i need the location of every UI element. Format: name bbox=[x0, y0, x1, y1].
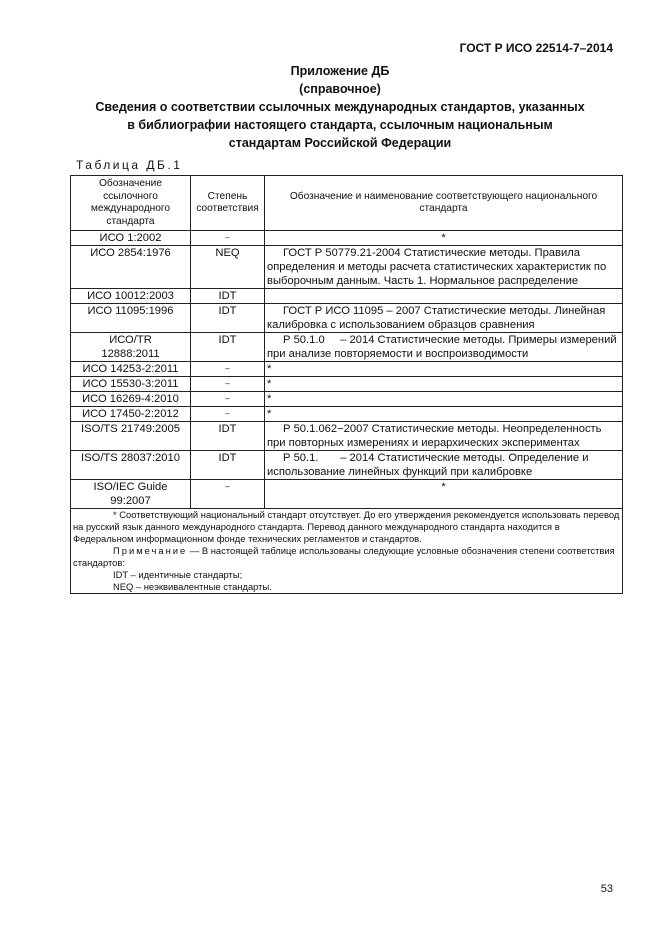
table-row bbox=[71, 333, 623, 362]
degree-cell: – bbox=[191, 231, 265, 246]
national-cell: * bbox=[265, 231, 623, 246]
table-row bbox=[71, 451, 623, 480]
national-cell: * bbox=[265, 392, 623, 407]
national-cell: ГОСТ Р 50779.21-2004 Статистические методы. Правила определения и методы расчета статистических характеристик по выборочным данным. Часть 1. Нормальное распределение bbox=[265, 246, 623, 289]
appendix-heading-line-1: Сведения о соответствии ссылочных международных стандартов, указанных bbox=[95, 100, 585, 114]
degree-cell: IDT bbox=[191, 289, 265, 304]
table-caption: Таблица ДБ.1 bbox=[76, 158, 183, 172]
national-cell: * bbox=[265, 480, 623, 509]
national-cell: Р 50.1.0 – 2014 Статистические методы. Примеры измерений при анализе повторяемости и воспроизводимости bbox=[265, 333, 623, 362]
ref-cell: ISO/TS 21749:2005 bbox=[71, 422, 191, 451]
legend-neq: NEQ – неэквивалентные стандарты. bbox=[113, 581, 272, 592]
ref-cell: ИСО 1:2002 bbox=[71, 231, 191, 246]
column-header-national: Обозначение и наименование соответствующего национального стандарта bbox=[265, 176, 623, 231]
table-row bbox=[71, 362, 623, 377]
table-notes bbox=[71, 509, 623, 594]
page-number: 53 bbox=[600, 883, 613, 895]
table-row bbox=[71, 422, 623, 451]
table-row bbox=[71, 289, 623, 304]
note-label: Примечание bbox=[113, 545, 188, 556]
appendix-subtitle: (справочное) bbox=[299, 82, 381, 96]
degree-cell: IDT bbox=[191, 422, 265, 451]
note-text: — В настоящей таблице использованы следующие условные обозначения степени соответствия стандартов: bbox=[73, 545, 615, 568]
degree-cell: – bbox=[191, 480, 265, 509]
table-row bbox=[71, 377, 623, 392]
degree-cell: – bbox=[191, 392, 265, 407]
table-row bbox=[71, 231, 623, 246]
footnote: * Соответствующий национальный стандарт отсутствует. До его утверждения рекомендуется использовать перевод на русский язык данного международного стандарта. Перевод данного международного стандарта находится в Федеральном информационном фонде технических регламентов и стандартов. bbox=[73, 509, 620, 544]
national-cell: * bbox=[265, 362, 623, 377]
appendix-heading-line-2: в библиографии настоящего стандарта, ссылочным национальным bbox=[127, 118, 553, 132]
document-code: ГОСТ Р ИСО 22514-7–2014 bbox=[459, 41, 613, 55]
ref-cell: ИСО 14253-2:2011 bbox=[71, 362, 191, 377]
appendix-headings bbox=[60, 62, 620, 152]
degree-cell: NEQ bbox=[191, 246, 265, 289]
degree-cell: IDT bbox=[191, 304, 265, 333]
ref-cell: ИСО 10012:2003 bbox=[71, 289, 191, 304]
national-cell: * bbox=[265, 407, 623, 422]
column-header-ref: Обозначение ссылочного международного стандарта bbox=[71, 176, 191, 231]
national-cell: ГОСТ Р ИСО 11095 – 2007 Статистические методы. Линейная калибровка с использованием образцов сравнения bbox=[265, 304, 623, 333]
degree-cell: – bbox=[191, 362, 265, 377]
table-row bbox=[71, 392, 623, 407]
table-row bbox=[71, 480, 623, 509]
column-header-degree: Степень соответствия bbox=[191, 176, 265, 231]
note bbox=[73, 545, 620, 569]
table-row bbox=[71, 304, 623, 333]
degree-cell: – bbox=[191, 377, 265, 392]
ref-cell: ISO/IEC Guide 99:2007 bbox=[71, 480, 191, 509]
ref-cell: ИСО 17450-2:2012 bbox=[71, 407, 191, 422]
degree-cell: IDT bbox=[191, 333, 265, 362]
ref-cell: ИСО 16269-4:2010 bbox=[71, 392, 191, 407]
appendix-title: Приложение ДБ bbox=[290, 64, 390, 78]
national-cell: Р 50.1. – 2014 Статистические методы. Определение и использование линейных функций при калибровке bbox=[265, 451, 623, 480]
ref-cell: ИСО/TR 12888:2011 bbox=[71, 333, 191, 362]
ref-cell: ISO/TS 28037:2010 bbox=[71, 451, 191, 480]
ref-cell: ИСО 2854:1976 bbox=[71, 246, 191, 289]
degree-cell: IDT bbox=[191, 451, 265, 480]
table-row bbox=[71, 246, 623, 289]
national-cell bbox=[265, 289, 623, 304]
ref-cell: ИСО 15530-3:2011 bbox=[71, 377, 191, 392]
ref-cell: ИСО 11095:1996 bbox=[71, 304, 191, 333]
appendix-heading-line-3: стандартам Российской Федерации bbox=[228, 136, 452, 150]
table-notes-row bbox=[71, 509, 623, 594]
legend-idt: IDT – идентичные стандарты; bbox=[113, 569, 243, 580]
national-cell: Р 50.1.062−2007 Статистические методы. Неопределенность при повторных измерениях и иерархических экспериментах bbox=[265, 422, 623, 451]
national-cell: * bbox=[265, 377, 623, 392]
table-header-row bbox=[71, 176, 623, 231]
degree-cell: – bbox=[191, 407, 265, 422]
table-row bbox=[71, 407, 623, 422]
correspondence-table bbox=[70, 175, 623, 594]
